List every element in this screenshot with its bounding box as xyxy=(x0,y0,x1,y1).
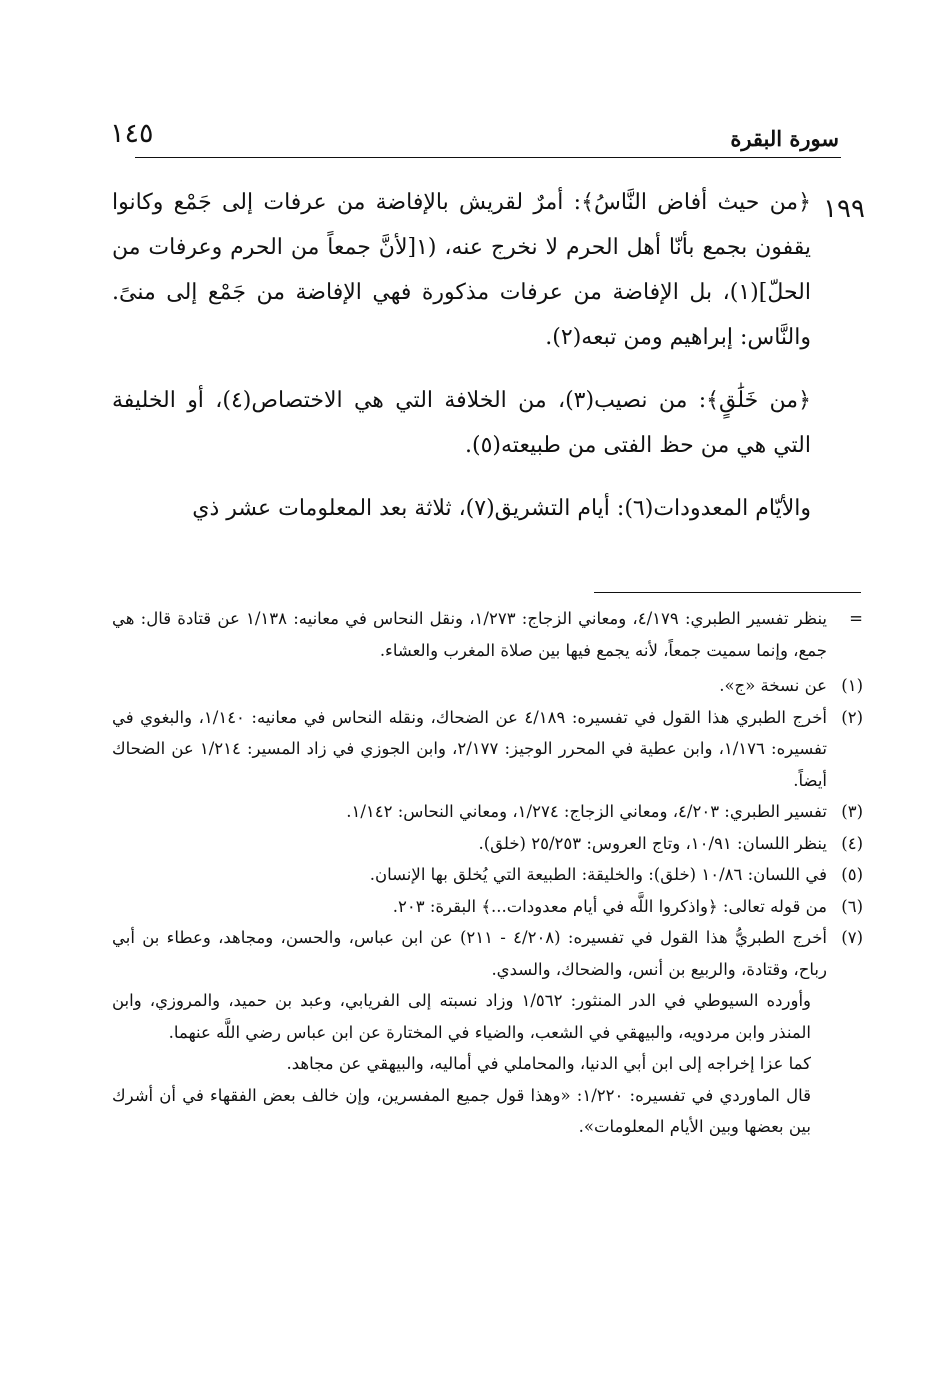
footnote-text: ينظر تفسير الطبري: ٤/١٧٩، ومعاني الزجاج: ١/٢٧٣، ونقل النحاس في معانيه: ١/١٣٨ عن قتادة قال: هي جمع، وإنما سميت جمعاً، لأنه يجمع فيها بين صلاة المغرب والعشاء. xyxy=(112,609,828,660)
footnote-4 xyxy=(112,828,863,860)
footnote-marker: = xyxy=(849,609,863,628)
paragraph-ayyam: والأيّام المعدودات(٦): أيام التشريق(٧)، ثلاثة بعد المعلومات عشر ذي xyxy=(192,496,811,521)
footnote-text: في اللسان: ١٠/٨٦ (خلق): والخليقة: الطبيعة التي يُخلق بها الإنسان. xyxy=(369,865,827,884)
footnote-1 xyxy=(112,670,863,702)
footnote-3 xyxy=(112,796,863,828)
footnote-text: ينظر اللسان: ١٠/٩١، وتاج العروس: ٢٥/٢٥٣ (خلق). xyxy=(478,833,827,853)
footnote-separator xyxy=(594,592,861,593)
footnote-marker: (٦) xyxy=(841,896,863,916)
footnote-marker: (٢) xyxy=(841,707,863,727)
footnote-text: من قوله تعالى: ﴿واذكروا اللَّه في أيام معدودات...﴾ البقرة: ٢٠٣. xyxy=(392,896,827,916)
footnote-text: تفسير الطبري: ٤/٢٠٣، ومعاني الزجاج: ١/٢٧٤، ومعاني النحاس: ١/١٤٢. xyxy=(346,802,827,821)
footnote-2 xyxy=(112,702,863,797)
footnote-7-continuation-mawardi: قال الماوردي في تفسيره: ١/٢٢٠: «وهذا قول جميع المفسرين، وإن خالف بعض الفقهاء في أن أشرك بين بعضها وبين الأيام المعلومات». xyxy=(112,1085,811,1136)
footnote-text: أخرج الطبري هذا القول في تفسيره: ٤/١٨٩ عن الضحاك، ونقله النحاس في معانيه: ١/١٤٠، والبغوي في تفسيره: ١/١٧٦، وابن عطية في المحرر الوجيز: ٢/١٧٧، وابن الجوزي في زاد المسير: ١/٢١٤ عن الضحاك أيضاً. xyxy=(112,707,827,790)
footnote-marker: (٥) xyxy=(841,865,863,884)
footnote-marker: (٧) xyxy=(841,928,863,947)
footnote-7-continuation-suyuti: وأورده السيوطي في الدر المنثور: ١/٥٦٢ وزاد نسبته إلى الفريابي، وعبد بن حميد، والمروزي، وابن المنذر وابن مردويه، والبيهقي في الشعب، والضياء في المختارة عن ابن عباس رضي اللَّه عنهما. xyxy=(112,991,811,1042)
footnote-marker: (١) xyxy=(841,676,863,695)
footnote-marker: (٣) xyxy=(841,802,863,821)
footnote-marker: (٤) xyxy=(841,833,863,853)
paragraph-afada: ﴿من حيث أفاض النَّاسُ﴾: أمرٌ لقريش بالإفاضة من عرفات إلى جَمْع وكانوا يقفون بجمع بأنّا أهل الحرم لا نخرج عنه، (١[لأنَّ جمعاً من الحرم وعرفات من الحلّ](١)، بل الإفاضة من عرفات مذكورة فهي الإفاضة من جَمْع إلى منىً. والنَّاس: إبراهيم ومن تبعه(٢). xyxy=(112,190,812,350)
main-text xyxy=(112,180,811,531)
surah-title: سورة البقرة xyxy=(730,126,839,151)
footnote-7 xyxy=(112,922,863,985)
footnote-5 xyxy=(112,859,863,891)
footnote-text: عن نسخة «ج». xyxy=(719,676,827,695)
footnote-text: أخرج الطبريُّ هذا القول في تفسيره: (٤/٢٠٨ - ٢١١) عن ابن عباس، والحسن، ومجاهد، وعطاء بن أبي رباح، وقتادة، والربيع بن أنس، والضحاك، والسدي. xyxy=(112,928,827,979)
verse-number: ١٩٩ xyxy=(823,194,865,224)
footnote-continuation xyxy=(112,603,863,666)
footnotes xyxy=(112,603,863,1143)
paragraph-khalaq: ﴿من خَلَٰقٍ﴾: من نصيب(٣)، من الخلافة التي هي الاختصاص(٤)، أو الخليفة التي هي من حظ الفتى من طبيعته(٥). xyxy=(112,388,811,458)
footnote-6 xyxy=(112,891,863,923)
footnote-7-continuation-azaa: كما عزا إخراجه إلى ابن أبي الدنيا، والمحاملي في أماليه، والبيهقي عن مجاهد. xyxy=(286,1054,811,1073)
page-number: ١٤٥ xyxy=(110,118,154,149)
header-rule xyxy=(135,157,841,158)
